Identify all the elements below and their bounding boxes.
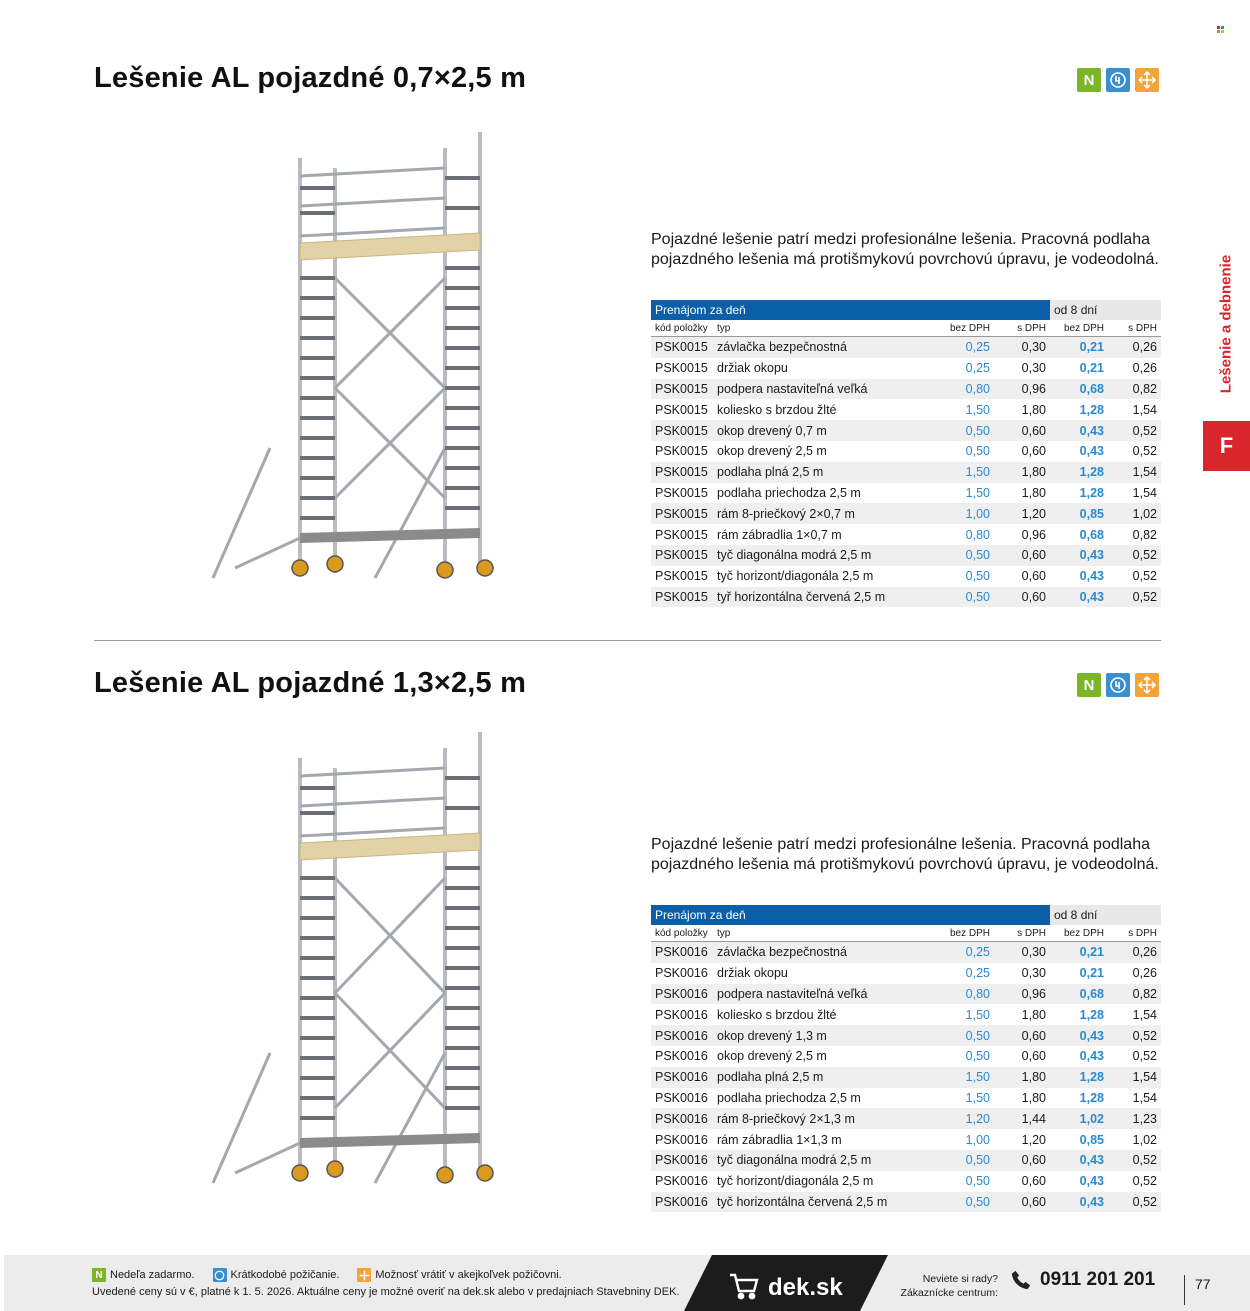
item-type: držiak okopu [717,966,788,981]
product-title: Lešenie AL pojazdné 0,7×2,5 m [94,62,527,94]
price-gross: 0,60 [994,1150,1050,1171]
col-code-header: kód položky [651,320,713,337]
price-net: 1,50 [965,1090,990,1105]
price-gross-8d: 0,52 [1132,1174,1157,1189]
price-net-8d: 0,21 [1079,361,1104,376]
service-icons [1077,673,1159,697]
price-net-8d: 0,43 [1079,444,1104,459]
price-gross: 1,20 [994,503,1050,524]
price-table [651,300,1161,607]
table-row [651,399,1161,420]
table-row [651,1150,1161,1171]
price-net: 0,50 [928,1192,994,1213]
product-description: Pojazdné lešenie patrí medzi profesionálne lešenia. Pracovná podlaha pojazdného lešenia má protišmykovú povrchovú úpravu, je vodeodolná. [651,836,1159,873]
price-net-8d: 0,21 [1079,966,1104,981]
item-code: PSK0015 [655,569,708,584]
price-net: 0,50 [965,444,990,459]
price-gross: 0,60 [1021,1174,1046,1189]
return-anywhere-icon [1135,68,1159,92]
support-label [894,1272,998,1300]
price-net: 0,25 [928,942,994,963]
short-term-rental-icon [213,1268,227,1282]
price-gross-8d: 0,52 [1108,1025,1161,1046]
table-row [651,337,1161,358]
price-gross-8d: 0,26 [1132,966,1157,981]
col-net-8d-header: bez DPH [1050,320,1108,337]
item-code: PSK0015 [651,503,713,524]
item-type: okop drevený 1,3 m [713,1025,928,1046]
brand-text: dek.sk [768,1274,843,1301]
phone-icon [1010,1269,1032,1291]
price-net: 1,50 [965,1007,990,1022]
table-row [651,1067,1161,1088]
table-row [651,1025,1161,1046]
table-row [651,379,1161,400]
item-code: PSK0015 [655,444,708,459]
short-term-rental-icon [1106,673,1130,697]
table-row [651,483,1161,504]
table-row [651,1192,1161,1213]
price-net-8d: 0,21 [1050,337,1108,358]
corner-mark [1217,26,1225,33]
item-code: PSK0016 [655,1007,708,1022]
table-row [651,420,1161,441]
price-gross: 1,44 [994,1108,1050,1129]
price-gross-8d: 1,54 [1132,1090,1157,1105]
price-net-8d: 0,43 [1079,1049,1104,1064]
legend-short-label: Krátkodobé požičanie. [230,1269,340,1281]
price-net-8d: 1,28 [1050,1067,1108,1088]
table-row [651,984,1161,1005]
scaffold-image [205,128,495,588]
price-net: 0,50 [928,420,994,441]
col-gross-8d-header: s DPH [1108,925,1161,942]
col-net-header: bez DPH [928,320,994,337]
price-net: 1,50 [928,1067,994,1088]
price-gross: 1,80 [1021,485,1046,500]
price-net-8d: 0,43 [1050,1192,1108,1213]
price-net-8d: 0,68 [1050,984,1108,1005]
price-gross-8d: 1,54 [1132,485,1157,500]
item-type: tyč diagonálna modrá 2,5 m [713,1150,928,1171]
side-tab [1202,238,1250,410]
from-8-days-header: od 8 dní [1050,905,1161,925]
section-divider [94,640,1161,641]
price-gross-8d: 0,82 [1108,984,1161,1005]
item-code: PSK0016 [655,1174,708,1189]
price-net: 0,25 [965,361,990,376]
section-letter: F [1203,421,1250,471]
product-description: Pojazdné lešenie patrí medzi profesionálne lešenia. Pracovná podlaha pojazdného lešenia má protišmykovú povrchovú úpravu, je vodeodolná. [651,231,1159,268]
price-gross: 0,60 [994,1192,1050,1213]
price-net-8d: 0,43 [1050,545,1108,566]
price-net: 0,50 [928,1025,994,1046]
price-net-8d: 0,85 [1079,1132,1104,1147]
price-gross-8d: 1,54 [1108,462,1161,483]
price-net-8d: 0,43 [1050,420,1108,441]
short-term-rental-icon [1106,68,1130,92]
legend-item-short [213,1268,340,1282]
col-type-header: typ [713,320,928,337]
col-net-header: bez DPH [928,925,994,942]
price-gross: 0,96 [994,984,1050,1005]
item-type: rám 8-priečkový 2×1,3 m [713,1108,928,1129]
item-type: tyč horizontálna červená 2,5 m [713,1192,928,1213]
price-gross: 0,60 [994,1025,1050,1046]
price-net: 1,20 [928,1108,994,1129]
price-net: 0,80 [965,527,990,542]
item-type: tyč diagonálna modrá 2,5 m [713,545,928,566]
price-gross: 0,60 [1021,569,1046,584]
col-gross-8d-header: s DPH [1108,320,1161,337]
item-code: PSK0016 [655,1090,708,1105]
table-row [651,1129,1161,1150]
item-type: podlaha plná 2,5 m [713,1067,928,1088]
item-type: tyč horizont/diagonála 2,5 m [717,1174,874,1189]
price-gross-8d: 1,23 [1108,1108,1161,1129]
rent-per-day-header: Prenájom za deň [651,300,1050,320]
side-tab-label: Lešenie a debnenie [1217,254,1235,394]
table-row [651,566,1161,587]
price-gross: 0,30 [994,942,1050,963]
price-gross: 0,60 [994,545,1050,566]
price-gross: 0,30 [1021,361,1046,376]
item-code: PSK0016 [655,1132,708,1147]
table-row [651,1046,1161,1067]
price-gross-8d: 0,52 [1108,587,1161,608]
price-gross: 0,30 [994,337,1050,358]
scaffold-image [205,728,495,1198]
table-row [651,462,1161,483]
price-gross-8d: 0,82 [1108,379,1161,400]
price-rows [651,942,1161,1213]
price-gross-8d: 0,52 [1132,444,1157,459]
price-gross-8d: 1,54 [1132,402,1157,417]
col-type-header: typ [713,925,928,942]
legend-return-label: Možnosť vrátiť v akejkoľvek požičovni. [375,1269,562,1281]
item-type: podlaha plná 2,5 m [713,462,928,483]
price-gross-8d: 1,54 [1132,1007,1157,1022]
price-net-8d: 0,43 [1079,1174,1104,1189]
price-gross: 0,60 [1021,1049,1046,1064]
price-gross: 1,80 [1021,402,1046,417]
table-row [651,503,1161,524]
sunday-free-icon: N [1077,68,1101,92]
price-net: 1,50 [965,402,990,417]
item-code: PSK0015 [655,485,708,500]
table-row [651,942,1161,963]
table-row [651,1108,1161,1129]
price-net: 0,50 [928,587,994,608]
table-row [651,587,1161,608]
item-code: PSK0015 [651,545,713,566]
price-net-8d: 1,28 [1079,485,1104,500]
service-legend [92,1268,562,1282]
price-gross-8d: 0,52 [1132,569,1157,584]
price-net: 0,80 [928,984,994,1005]
rent-per-day-header: Prenájom za deň [651,905,1050,925]
sunday-free-icon: N [92,1268,106,1282]
price-net-8d: 1,28 [1079,1007,1104,1022]
price-net-8d: 0,43 [1050,1150,1108,1171]
price-note: Uvedené ceny sú v €, platné k 1. 5. 2026. Aktuálne ceny je možné overiť na dek.sk alebo v predajniach Stavebniny DEK. [92,1286,680,1298]
price-net: 1,50 [965,485,990,500]
return-anywhere-icon [357,1268,371,1282]
item-type: závlačka bezpečnostná [713,337,928,358]
item-type: tyč horizont/diagonála 2,5 m [717,569,874,584]
price-gross: 0,60 [1021,444,1046,459]
price-rows [651,337,1161,608]
price-gross: 1,80 [1021,1090,1046,1105]
price-gross: 1,80 [1021,1007,1046,1022]
item-type: rám zábradlia 1×1,3 m [717,1132,842,1147]
item-code: PSK0016 [655,1049,708,1064]
table-row [651,1171,1161,1192]
price-gross: 1,80 [994,462,1050,483]
price-net: 0,25 [965,966,990,981]
price-net-8d: 1,28 [1079,402,1104,417]
legend-item-sunday [92,1268,195,1282]
price-gross-8d: 0,82 [1132,527,1157,542]
price-gross-8d: 0,52 [1132,1049,1157,1064]
item-type: podlaha priechodza 2,5 m [717,485,861,500]
legend-item-return [357,1268,561,1282]
price-gross-8d: 0,26 [1108,337,1161,358]
price-gross-8d: 1,54 [1108,1067,1161,1088]
footer-separator [1184,1275,1185,1305]
item-code: PSK0016 [651,1067,713,1088]
support-phone[interactable] [1010,1269,1155,1291]
item-type: koliesko s brzdou žlté [717,1007,837,1022]
price-net-8d: 1,02 [1050,1108,1108,1129]
price-table [651,905,1161,1212]
col-code-header: kód položky [651,925,713,942]
price-gross: 0,60 [994,420,1050,441]
from-8-days-header: od 8 dní [1050,300,1161,320]
price-net-8d: 0,43 [1050,1025,1108,1046]
support-label-line-1: Neviete si rady? [922,1273,998,1285]
item-code: PSK0016 [651,942,713,963]
col-gross-header: s DPH [994,320,1050,337]
price-net: 0,50 [965,569,990,584]
price-gross: 0,30 [1021,966,1046,981]
support-label-line-2: Zákaznícke centrum: [900,1287,998,1299]
item-type: závlačka bezpečnostná [713,942,928,963]
item-type: podpera nastaviteľná veľká [713,379,928,400]
item-type: okop drevený 2,5 m [717,444,827,459]
price-gross-8d: 1,02 [1132,1132,1157,1147]
page-number: 77 [1195,1276,1211,1292]
item-code: PSK0016 [651,1150,713,1171]
item-code: PSK0015 [655,527,708,542]
price-net-8d: 0,68 [1079,527,1104,542]
legend-sunday-label: Nedeľa zadarmo. [110,1269,195,1281]
price-net: 0,80 [928,379,994,400]
service-icons [1077,68,1159,92]
price-net-8d: 1,28 [1079,1090,1104,1105]
item-code: PSK0015 [651,420,713,441]
table-row [651,1088,1161,1109]
item-code: PSK0015 [651,337,713,358]
price-net-8d: 0,43 [1050,587,1108,608]
item-code: PSK0016 [651,1192,713,1213]
item-code: PSK0015 [651,587,713,608]
price-net: 0,50 [928,1150,994,1171]
price-net-8d: 0,43 [1079,569,1104,584]
product-title: Lešenie AL pojazdné 1,3×2,5 m [94,667,527,699]
price-net: 0,50 [965,1174,990,1189]
col-net-8d-header: bez DPH [1050,925,1108,942]
table-row [651,524,1161,545]
sunday-free-icon: N [1077,673,1101,697]
price-net-8d: 0,85 [1050,503,1108,524]
price-gross-8d: 0,52 [1108,1192,1161,1213]
item-code: PSK0016 [655,966,708,981]
price-net: 1,50 [928,462,994,483]
price-net: 0,50 [965,1049,990,1064]
col-gross-header: s DPH [994,925,1050,942]
price-gross: 1,80 [994,1067,1050,1088]
price-gross-8d: 1,02 [1108,503,1161,524]
item-type: tyř horizontálna červená 2,5 m [713,587,928,608]
item-code: PSK0015 [651,379,713,400]
dek-logo[interactable] [684,1255,888,1311]
table-row [651,963,1161,984]
item-type: podlaha priechodza 2,5 m [717,1090,861,1105]
page-footer [4,1255,1250,1311]
table-row [651,358,1161,379]
item-code: PSK0016 [651,984,713,1005]
item-type: okop drevený 0,7 m [713,420,928,441]
price-net: 0,50 [928,545,994,566]
price-gross: 0,96 [1021,527,1046,542]
return-anywhere-icon [1135,673,1159,697]
item-code: PSK0015 [651,462,713,483]
price-net: 1,00 [928,503,994,524]
item-type: rám zábradlia 1×0,7 m [717,527,842,542]
price-gross-8d: 0,52 [1108,420,1161,441]
price-gross-8d: 0,52 [1108,1150,1161,1171]
price-gross-8d: 0,26 [1132,361,1157,376]
price-gross: 0,60 [994,587,1050,608]
item-code: PSK0015 [655,402,708,417]
price-net-8d: 0,68 [1050,379,1108,400]
price-net: 1,00 [965,1132,990,1147]
table-row [651,441,1161,462]
table-row [651,1004,1161,1025]
item-code: PSK0016 [651,1108,713,1129]
price-net-8d: 0,21 [1050,942,1108,963]
price-net: 0,25 [928,337,994,358]
item-code: PSK0015 [655,361,708,376]
price-gross-8d: 0,26 [1108,942,1161,963]
item-type: okop drevený 2,5 m [717,1049,827,1064]
phone-number: 0911 201 201 [1040,1269,1156,1290]
item-type: podpera nastaviteľná veľká [713,984,928,1005]
item-code: PSK0016 [651,1025,713,1046]
item-type: držiak okopu [717,361,788,376]
price-gross-8d: 0,52 [1108,545,1161,566]
price-gross: 1,20 [1021,1132,1046,1147]
price-net-8d: 1,28 [1050,462,1108,483]
table-row [651,545,1161,566]
price-gross: 0,96 [994,379,1050,400]
item-type: rám 8-priečkový 2×0,7 m [713,503,928,524]
item-type: koliesko s brzdou žlté [717,402,837,417]
